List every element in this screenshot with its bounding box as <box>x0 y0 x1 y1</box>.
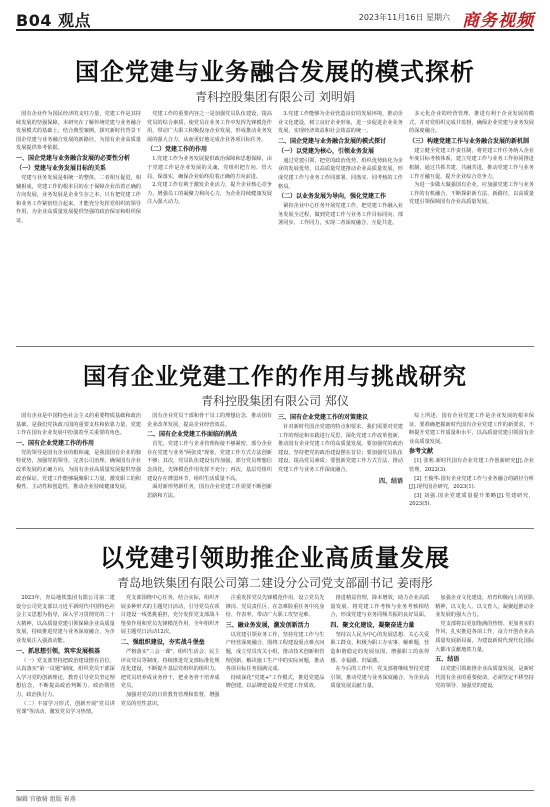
footer-rule <box>16 790 534 791</box>
header-rule <box>16 29 534 31</box>
subheading: 三、国有企业党建工作的对策建议 <box>278 414 369 421</box>
paragraph: （一）党支部坚持把政治建设摆在首位，认真落实"第一议题"制度，组织党员干部深入学习党的创新理论，教育引导党员坚定理想信念，不断提高政治判断力、政治领悟力、政治执行力。 <box>16 657 115 698</box>
subheading: （三）构建党建工作与业务融合发展的新机制 <box>409 137 530 145</box>
paragraph: 党支部围绕中心任务，结合实际，组织开展多种形式的主题党日活动，引导党员在项目建设一线勇挑重担，充分发挥党支部战斗堡垒作用和党员先锋模范作用，全年组织开展主题党日活动12次。 <box>120 595 220 636</box>
subheading: 参考文献 <box>409 448 434 456</box>
paragraph: 通过党建引领，把党的政治优势、组织优势转化为企业的发展优势，以高质量党建推动企业高质量发展，形成党建工作与业务工作同部署、同落实、同考核的工作格局。 <box>278 157 403 190</box>
paragraph: 面对新形势新任务，国有企业党建工作需要不断创新思路和方法。 <box>147 484 272 499</box>
article-2-byline: 青科控股集团有限公司 郑仪 <box>201 394 349 408</box>
section-label: B04 观点 <box>16 11 92 30</box>
paragraph: 严格落实"三会一课"、组织生活会、民主评议党员等制度，持续推进党支部标准化规范化建设，不断提升基层党组织的组织力。把党员培养成业务骨干，把业务骨干培养成党员。 <box>120 648 220 690</box>
newspaper-logo: 商务视频 <box>462 11 534 31</box>
paragraph: 1.党建工作为业务发展提供政治保障和思想保障，由于党建工作是企业发展的灵魂，党组织把方向、管大局、保落实，确保企业始终沿着正确的方向前进。 <box>147 156 272 180</box>
subheading: 一、国有企业党建工作的作用 <box>16 439 95 447</box>
paragraph: 推进精益管理，降本增效，助力企业高质量发展。将党建工作考核与业务考核相结合，形成党建与业务同频共振的良好局面。 <box>330 595 430 619</box>
subheading: 二、国企党建与业务融合发展的模式探讨 <box>278 137 387 145</box>
subheading: （一）以党建为核心，引领业务发展 <box>278 147 375 155</box>
closing-heading: 四、结语 <box>378 477 403 485</box>
paragraph: [2] 王俊华.国有企业党建工作与业务融合的路径分析[J].现代国企研究，2023(1). <box>409 475 534 491</box>
article-separator <box>16 346 534 347</box>
article-column <box>226 594 325 786</box>
subheading: 五、结语 <box>435 656 460 664</box>
article-1-title: 国企党建与业务融合发展的模式探析 <box>75 58 475 86</box>
subheading: （一）党建与业务发展目标的关系 <box>16 164 107 172</box>
paragraph: 注重发挥党员先锋模范作用，设立党员先锋岗、党员责任区，在急难险重任务中亮身份、作表率，带动广大职工攻坚克难。 <box>225 595 325 619</box>
paragraph: 国有企业作为国民经济的支柱力量，党建工作是其持续发展的坚强保障，本研究在了解传统党建与业务融合发展模式的基础上，结合典型案例，探究新时代背景下国企党建与业务融合发展的新路径，为国有企业高质量发展提供参考依据。 <box>16 111 141 152</box>
paragraph: 加强对党员的日常教育管理和监督，增强党员的党性意识。 <box>120 691 220 707</box>
subheading: 一、抓思想引领，筑牢发展根基 <box>16 647 101 655</box>
issue-date: 2023年11月16日 星期六 <box>358 13 450 22</box>
article-separator <box>16 528 534 529</box>
paragraph: （二）丰富学习形式，创新开展"党员讲党课"等活动，激发党员学习热情。 <box>16 700 115 716</box>
article-1-body <box>16 110 534 340</box>
paragraph: 持续深化"党建+"工作模式，推进党建品牌创建，以品牌建设提升党建工作质效。 <box>225 674 325 690</box>
subheading: （二）党建工作的作用 <box>147 146 208 154</box>
article-column <box>147 110 272 340</box>
paragraph: 针对新时代国企党建的特点和要求，我们需要对党建工作的理论和实践进行反思，深化党建工作改革创新，推动国有企业党建工作的高质量发展。要加强党的政治建设，坚持把党的政治建设摆在首位；要加强党员队伍建设，提高党员素质；要创新党建工作方式方法，推动党建工作与业务工作深度融合。 <box>278 424 403 473</box>
paragraph: 以党建引领助推企业高质量发展，是新时代国有企业的重要使命，必须坚定不移坚持党的领导、加强党的建设。 <box>435 666 534 690</box>
article-column <box>330 594 429 786</box>
page-header <box>0 0 550 30</box>
paragraph: 党建与业务发展是相统一的整体，二者相互促进，相辅相成，党建工作的根本目的在于保障企业沿着正确的方向发展，业务发展是企业生存之本。只有把党建工作和业务工作紧密结合起来，才能充分发挥党组织的领导作用，为企业高质量发展提供坚强的政治保证和组织保证。 <box>16 174 141 224</box>
article-column <box>409 412 534 524</box>
article-2-body <box>16 412 534 524</box>
article-3-title: 以党建引领助推企业高质量发展 <box>100 544 450 572</box>
article-3-byline: 青岛地铁集团有限公司第二建设分公司党支部副书记 姜雨彤 <box>117 576 433 590</box>
paragraph: 综上所述，国有企业党建工作是企业发展的根本保证，要准确把握新时代国有企业党建工作的新要求，不断提升党建工作质量和水平，以高质量党建引领国有企业高质量发展。 <box>409 413 534 445</box>
subheading: 二、国有企业党建工作面临的挑战 <box>147 431 238 439</box>
paragraph: 国有企业党员干部和骨干员工的理想信念，推动国有企业改革发展，提高企业经营效益。 <box>147 413 272 428</box>
editor-credits: 编辑 官敏骑 组版 崔燕 <box>16 796 76 803</box>
paragraph: 3.党建工作能够为企业营造良好的发展环境，推动企业文化建设，树立良好企业形象，进一步促进企业业务发展，实现经济效益和社会效益的统一。 <box>278 111 403 135</box>
article-1-byline: 青科控股集团有限公司 刘明娟 <box>195 90 355 104</box>
paragraph: 2.党建工作有利于激发企业活力，提升企业核心竞争力，增强员工的凝聚力和向心力，为企业持续健康发展注入强大动力。 <box>147 182 272 206</box>
article-3-body <box>16 594 534 786</box>
paragraph: 以党建引领业务工作，坚持党建工作与生产经营深度融合，围绕工程建设重点难点问题，成立党员攻关小组，推动技术创新和管理创新，解决施工生产中的实际问题，推动各项目标任务圆满完成。 <box>225 631 325 673</box>
article-column <box>435 594 534 786</box>
paragraph: 党的领导是国有企业的根和魂，是我国国有企业的独特优势，加强党的领导，完善公司治理，确保国有企业改革发展的正确方向，为国有企业高质量发展提供坚强政治保证。党建工作能够凝聚职工力量，激发职工的积极性、主动性和创造性，推动企业持续健康发展。 <box>16 449 141 491</box>
subheading: （二）以业务发展为导向，强化党建工作 <box>278 193 387 201</box>
paragraph: 为进一步做大做强国有企业，应加强党建工作与业务工作的有机融合，不断探索新方法、新路径，以高质量党建引领保障国有企业高质量发展。 <box>409 182 534 206</box>
paragraph: 国有企业是中国特色社会主义的重要物质基础和政治基础，是我们党执政兴国的重要支柱和依靠力量，党建工作在国有企业发展中扮演着至关重要的角色。 <box>16 413 141 437</box>
paragraph: 多元化企业的经营管理，推进有利于企业发展的模式，并对党组织完成并监督，确保企业党建与业务发展的深度融合。 <box>409 111 534 135</box>
article-column <box>16 594 115 786</box>
paragraph: 坚持以人民为中心的发展思想，关心关爱职工群众，积极为职工办实事、解难题，营造和谐稳定的发展氛围，增强职工的获得感、幸福感、归属感。 <box>330 631 430 664</box>
paragraph: 2023年，青岛地铁集团有限公司第二建设分公司党支部以习近平新时代中国特色社会主义思想为指导，深入学习贯彻党的二十大精神，以高质量党建引领保障企业高质量发展，持续推进党建与业务深度融合，为企业发展注入强劲动能。 <box>16 595 115 644</box>
paragraph: 首先，党建工作与企业管理衔接不够紧密，部分企业存在党建与业务"两张皮"现象，党建工作方式方法创新不够；其次，党员队伍建设有待加强，部分党员理想信念淡化，先锋模范作用发挥不充分；再次，基层党组织建设存在薄弱环节，组织生活质量不高。 <box>147 441 272 482</box>
paragraph: 党建工作的重要内容之一是加强党员队伍建设，提高党员的综合素质，使党员在业务工作中发挥先锋模范作用，带动广大职工积极投身企业发展，形成推动业务发展的强大合力，从而更好地完成企业各项目标任务。 <box>147 111 272 143</box>
article-column <box>16 412 141 524</box>
article-2-title: 国有企业党建工作的作用与挑战研究 <box>83 364 467 390</box>
subheading: 三、融业务发展，激发创新活力 <box>225 621 310 629</box>
article-column <box>16 110 141 340</box>
subheading: 二、强组织建设，夯实战斗堡垒 <box>120 638 205 646</box>
article-column <box>121 594 220 786</box>
subheading: 一、国企党建与业务融合发展的必要性分析 <box>16 154 131 162</box>
paragraph: 建立健全党建工作责任制，将党建工作任务纳入企业年度目标考核体系，建立党建工作与业务工作协同推进机制，通过共抓共建、共融共进，推动党建工作与业务工作互融互促，提升企业综合竞争力。 <box>409 147 534 180</box>
article-column <box>278 412 403 524</box>
paragraph: [3] 刘强.国企党建质量提升策略[J].党建研究，2023(5). <box>409 492 534 508</box>
article-column <box>409 110 534 340</box>
paragraph: 在今后的工作中，党支部将继续坚持党建引领，推动党建与业务深度融合，为企业高质量发展贡献力量。 <box>330 666 430 690</box>
article-column <box>147 412 272 524</box>
subheading: 四、聚文化建设，凝聚奋进力量 <box>330 621 415 629</box>
article-column <box>278 110 403 340</box>
paragraph: 加强企业文化建设，培育积极向上的团队精神，以文化人、以文育人，凝聚起推动企业发展的强大合力。 <box>435 595 534 619</box>
paragraph: [1] 张莉.新时代国有企业党建工作创新研究[J].企业管理，2022(3). <box>409 458 534 473</box>
paragraph: 党支部将以更加饱满的热情、更加务实的作风，扎实推进各项工作，奋力开创企业高质量发展新局面，为建设新时代现代化国际大都市贡献地铁力量。 <box>435 620 534 653</box>
paragraph: 紧扣企业中心任务开展党建工作，把党建工作融入业务发展全过程，做到党建工作与业务工作目标同向、部署同步、工作同力，实现二者深度融合、互促共进。 <box>278 203 403 227</box>
